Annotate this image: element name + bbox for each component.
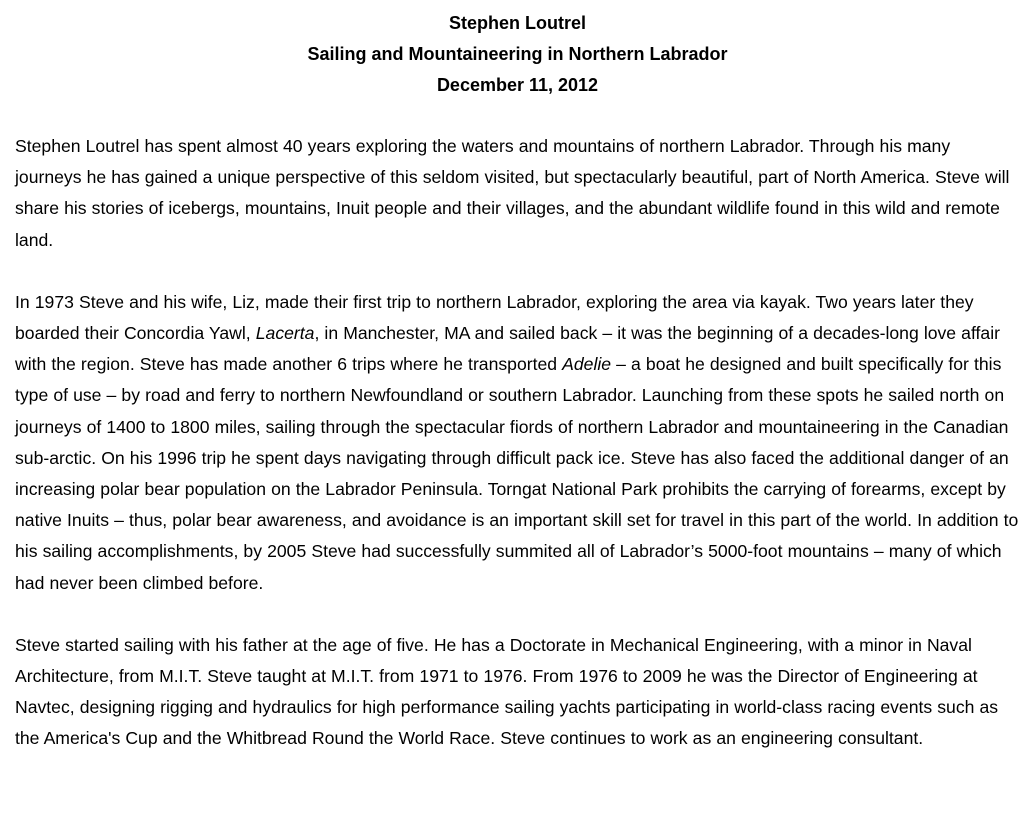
talk-date: December 11, 2012 bbox=[436, 75, 599, 95]
intro-paragraph: Stephen Loutrel has spent almost 40 years exploring the waters and mountains of northern Labrador. Through his many journeys he has gained a unique perspective of this seldom visited, but spectacularly beautiful, part of North America. Steve will share his stories of icebergs, mountains, Inuit people and their villages, and the abundant wildlife found in this wild and remote land. bbox=[15, 136, 1010, 250]
talk-title: Sailing and Mountaineering in Northern Labrador bbox=[307, 44, 728, 64]
biography-paragraph: Steve started sailing with his father at the age of five. He has a Doctorate in Mechanical Engineering, with a minor in Naval Architecture, from M.I.T. Steve taught at M.I.T. from 1971 to 1976. From 1976 to 2009 he was the Director of Engineering at Navtec, designing rigging and hydraulics for high performance sailing yachts participating in world-class racing events such as the America's Cup and the Whitbread Round the World Race. Steve continues to work as an engineering consultant. bbox=[15, 634, 999, 749]
boat-name-adelie: Adelie bbox=[562, 354, 612, 375]
speaker-name: Stephen Loutrel bbox=[448, 13, 586, 33]
expeditions-text-part1: In 1973 Steve and his wife, Liz, made their first trip to northern Labrador, exploring the area via kayak. Two years later they boarded their Concordia Yawl, bbox=[15, 291, 974, 344]
document-header bbox=[15, 8, 1020, 101]
expeditions-text-part2: , in Manchester, MA and sailed back – it was the beginning of a decades-long love affair with the region. Steve has made another 6 trips where he transported bbox=[15, 323, 1000, 375]
expeditions-text-part3: – a boat he designed and built specifically for this type of use – by road and ferry to northern Newfoundland or southern Labrador. Launching from these spots he sailed north on journeys of 1400 to 1800 miles, sailing through the spectacular fiords of northern Labrador and mountaineering in the Canadian sub-arctic. On his 1996 trip he spent days navigating through difficult pack ice. Steve has also faced the additional danger of an increasing polar bear population on the Labrador Peninsula. Torngat National Park prohibits the carrying of forearms, except by native Inuits – thus, polar bear awareness, and avoidance is an important skill set for travel in this part of the world. In addition to his sailing accomplishments, by 2005 Steve had successfully summited all of Labrador’s 5000-foot mountains – many of which had never been climbed before. bbox=[15, 354, 1019, 593]
boat-name-lacerta: Lacerta bbox=[255, 323, 315, 344]
expeditions-paragraph bbox=[15, 287, 1020, 599]
